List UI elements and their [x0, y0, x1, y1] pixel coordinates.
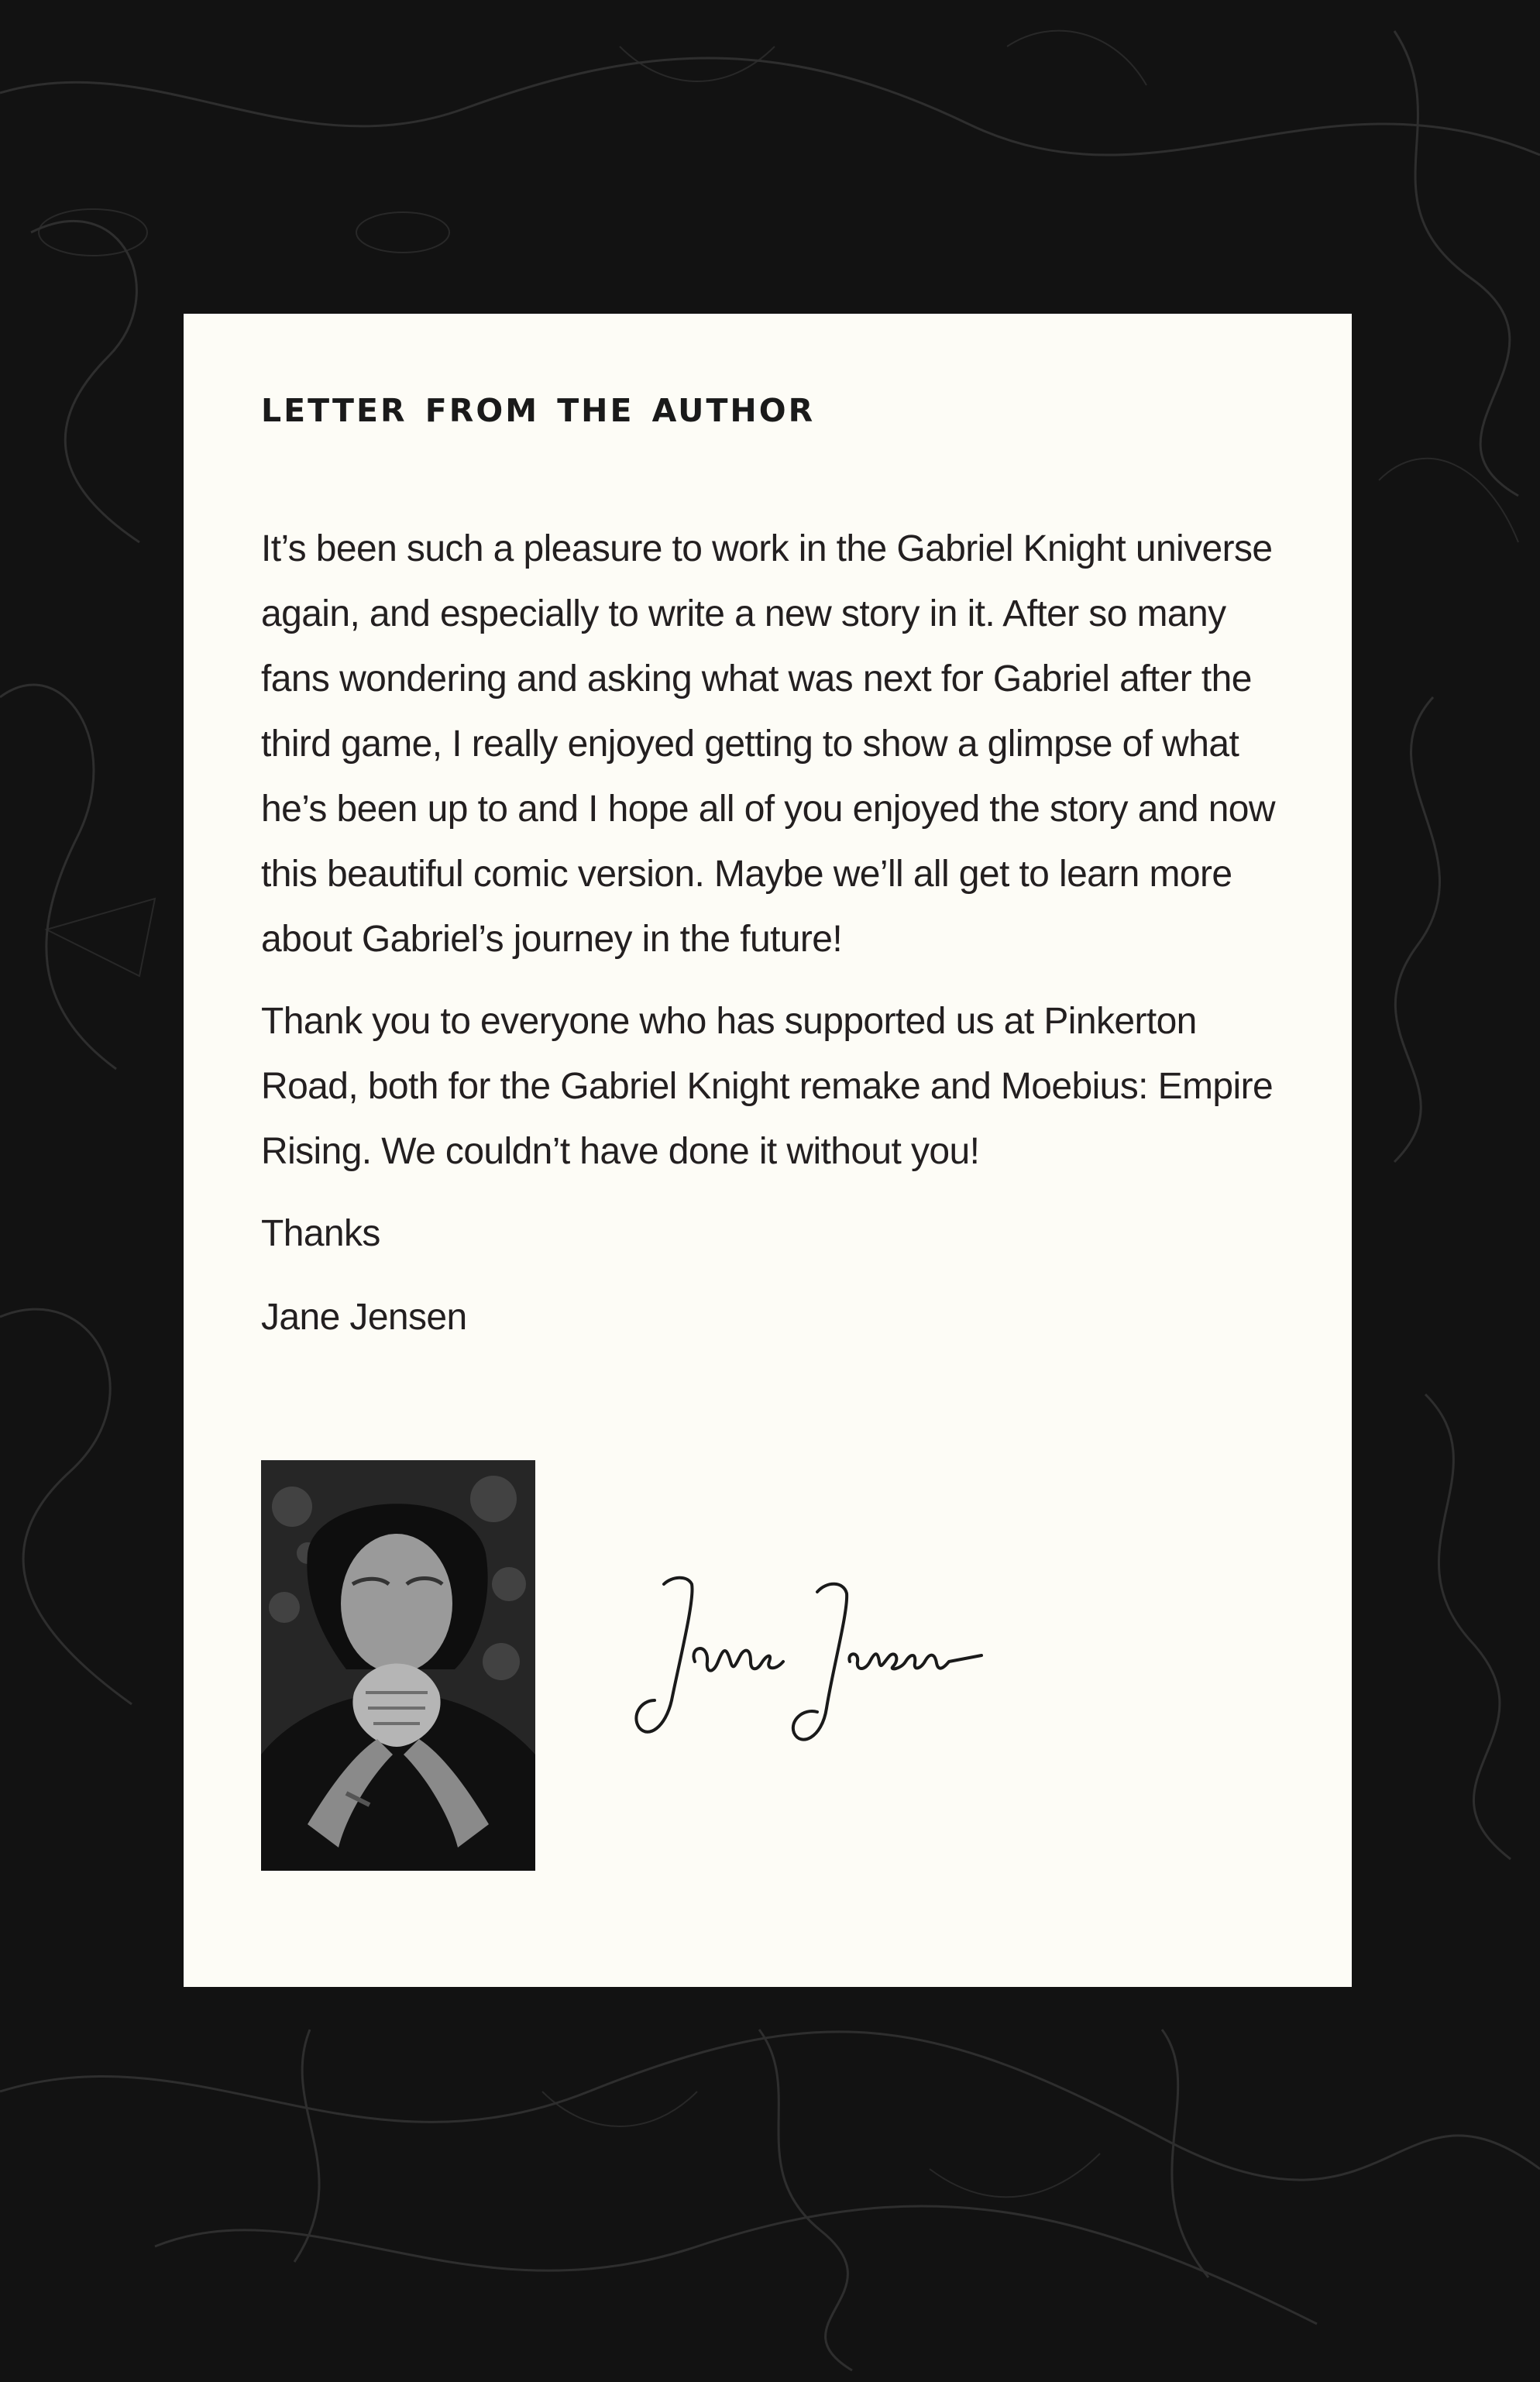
- letter-paragraph: Thank you to everyone who has supported us at Pinkerton Road, both for the Gabriel Knight remake and Moebius: Empire Rising. We couldn’t have done it without you!: [261, 1001, 1274, 1172]
- author-photo: [261, 1460, 535, 1871]
- letter-paragraph: It’s been such a pleasure to work in the Gabriel Knight universe again, and especially to write a new story in it. After so many fans wondering and asking what was next for Gabriel after the third game, I really enjoyed getting to show a glimpse of what he’s been up to and I hope all of you enjoyed the story and now this beautiful comic version. Maybe we’ll all get to learn more about Gabriel’s journey in the future!: [261, 528, 1275, 960]
- author-name: Jane Jensen: [261, 1297, 467, 1338]
- letter-card: [184, 314, 1352, 1987]
- letter-closing: Thanks: [261, 1213, 380, 1254]
- author-signature: [617, 1553, 1020, 1755]
- letter-title: letter from the author: [261, 380, 816, 432]
- letter-body: [261, 517, 1299, 1369]
